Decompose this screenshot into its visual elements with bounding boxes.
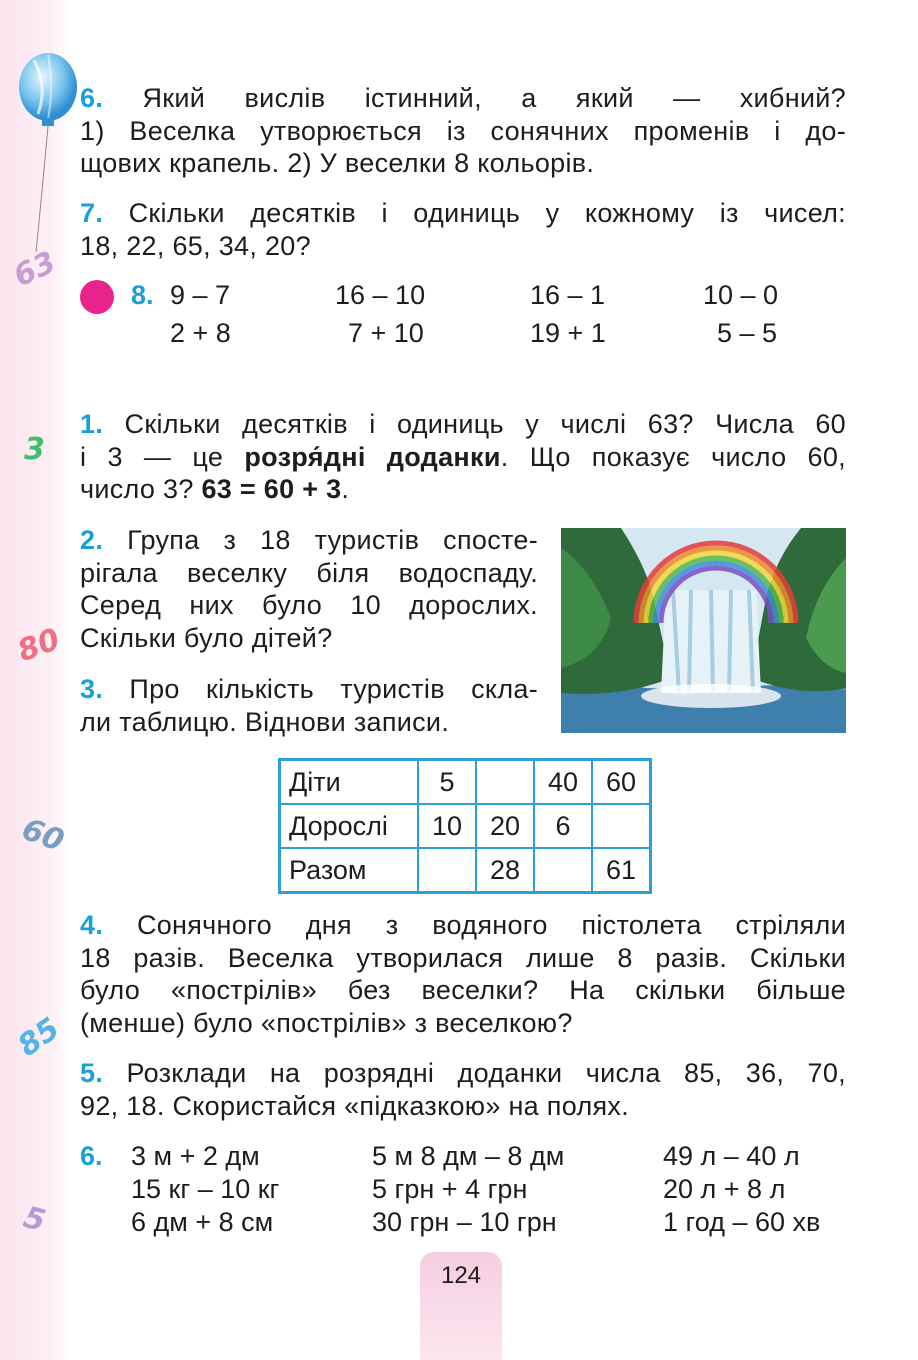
- expression-column-1: [131, 1140, 279, 1239]
- task-2: 2. Група з 18 туристів спосте- рігала веселку біля водоспаду. Серед них було 10 дорослих. Скільки було дітей?: [80, 525, 538, 653]
- task-number: 5.: [80, 1058, 104, 1088]
- task-1: 1. Скільки десятків і одиниць у числі 63? Числа 60 і 3 — це розря́дні доданки. Що показує число 60, число 3? 63 = 60 + 3.: [80, 409, 846, 504]
- task-6-top: 6. Який вислів істинний, а який — хибний? 1) Веселка утворюється із сонячних променів і до- щових крапель. 2) У веселки 8 кольорів.: [80, 83, 846, 178]
- margin-number-5: 5: [19, 1199, 50, 1240]
- row-header: Діти: [280, 760, 419, 805]
- expression: 16 – 10: [335, 280, 426, 310]
- margin-number-60: 60: [17, 811, 69, 860]
- expression: 9 – 7: [170, 280, 231, 310]
- task-number: 3.: [80, 674, 104, 704]
- task-4: 4. Сонячного дня з водяного пістолета стріляли 18 разів. Веселка утворилася лише 8 разів. Скільки було «пострілів» без веселки? На скільки більше (менше) було «пострілів» з веселкою?: [80, 910, 846, 1038]
- expression: 1 год – 60 хв: [663, 1207, 821, 1237]
- margin-number-80: 80: [13, 621, 65, 670]
- table-cell: [418, 848, 476, 893]
- table-cell: 5: [418, 760, 476, 805]
- task-8-number: 8.: [131, 280, 154, 310]
- expression: 6 дм + 8 см: [131, 1207, 274, 1237]
- expression: 20 л + 8 л: [663, 1174, 786, 1204]
- expression: 15 кг – 10 кг: [131, 1174, 280, 1204]
- task-number: 6.: [80, 83, 104, 113]
- task-number: 1.: [80, 409, 104, 439]
- difficulty-dot-icon: [80, 280, 114, 314]
- row-header: Разом: [280, 848, 419, 893]
- row-header: Дорослі: [280, 804, 419, 848]
- table-cell: 10: [418, 804, 476, 848]
- task-6-number: 6.: [80, 1141, 103, 1171]
- task-number: 2.: [80, 525, 104, 555]
- task-number: 7.: [80, 198, 104, 228]
- expression-column-2: [372, 1140, 564, 1239]
- table-row: [280, 804, 651, 848]
- tourists-table: [278, 758, 652, 894]
- table-cell: [592, 804, 651, 848]
- expression: 16 – 1: [530, 280, 606, 310]
- expression: 5 м 8 дм – 8 дм: [372, 1141, 565, 1171]
- expression: 3 м + 2 дм: [131, 1141, 260, 1171]
- task-3: 3. Про кількість туристів скла- ли таблицю. Віднови записи.: [80, 674, 538, 737]
- task-number: 4.: [80, 910, 104, 940]
- page-number: 124: [440, 1262, 482, 1289]
- table-cell: [476, 760, 534, 805]
- table-cell: 20: [476, 804, 534, 848]
- task-5: 5. Розклади на розрядні доданки числа 85, 36, 70, 92, 18. Скористайся «підказкою» на полях.: [80, 1058, 846, 1121]
- expression: 7 + 10: [348, 318, 424, 348]
- table-row: [280, 760, 651, 805]
- table-cell: 6: [534, 804, 592, 848]
- table-cell: 60: [592, 760, 651, 805]
- expression: 5 – 5: [717, 318, 778, 348]
- expression: 19 + 1: [530, 318, 606, 348]
- margin-number-3: 3: [24, 432, 45, 467]
- table-cell: [534, 848, 592, 893]
- expression: 2 + 8: [170, 318, 231, 348]
- margin-number-63: 63: [8, 244, 62, 295]
- task-7: 7. Скільки десятків і одиниць у кожному із чисел: 18, 22, 65, 34, 20?: [80, 198, 846, 261]
- table-cell: 61: [592, 848, 651, 893]
- table-cell: 28: [476, 848, 534, 893]
- expression: 30 грн – 10 грн: [372, 1207, 557, 1237]
- waterfall-rainbow-illustration: [561, 528, 846, 733]
- expression-column-3: [663, 1140, 820, 1239]
- expression: 10 – 0: [703, 280, 779, 310]
- expression: 49 л – 40 л: [663, 1141, 800, 1171]
- table-row: [280, 848, 651, 893]
- example-equation: 63 = 60 + 3: [201, 474, 342, 504]
- term-place-value-addends: розря́дні доданки: [244, 441, 501, 472]
- table-cell: 40: [534, 760, 592, 805]
- expression: 5 грн + 4 грн: [372, 1174, 528, 1204]
- balloon-icon: [14, 52, 84, 252]
- margin-number-85: 85: [11, 1011, 67, 1064]
